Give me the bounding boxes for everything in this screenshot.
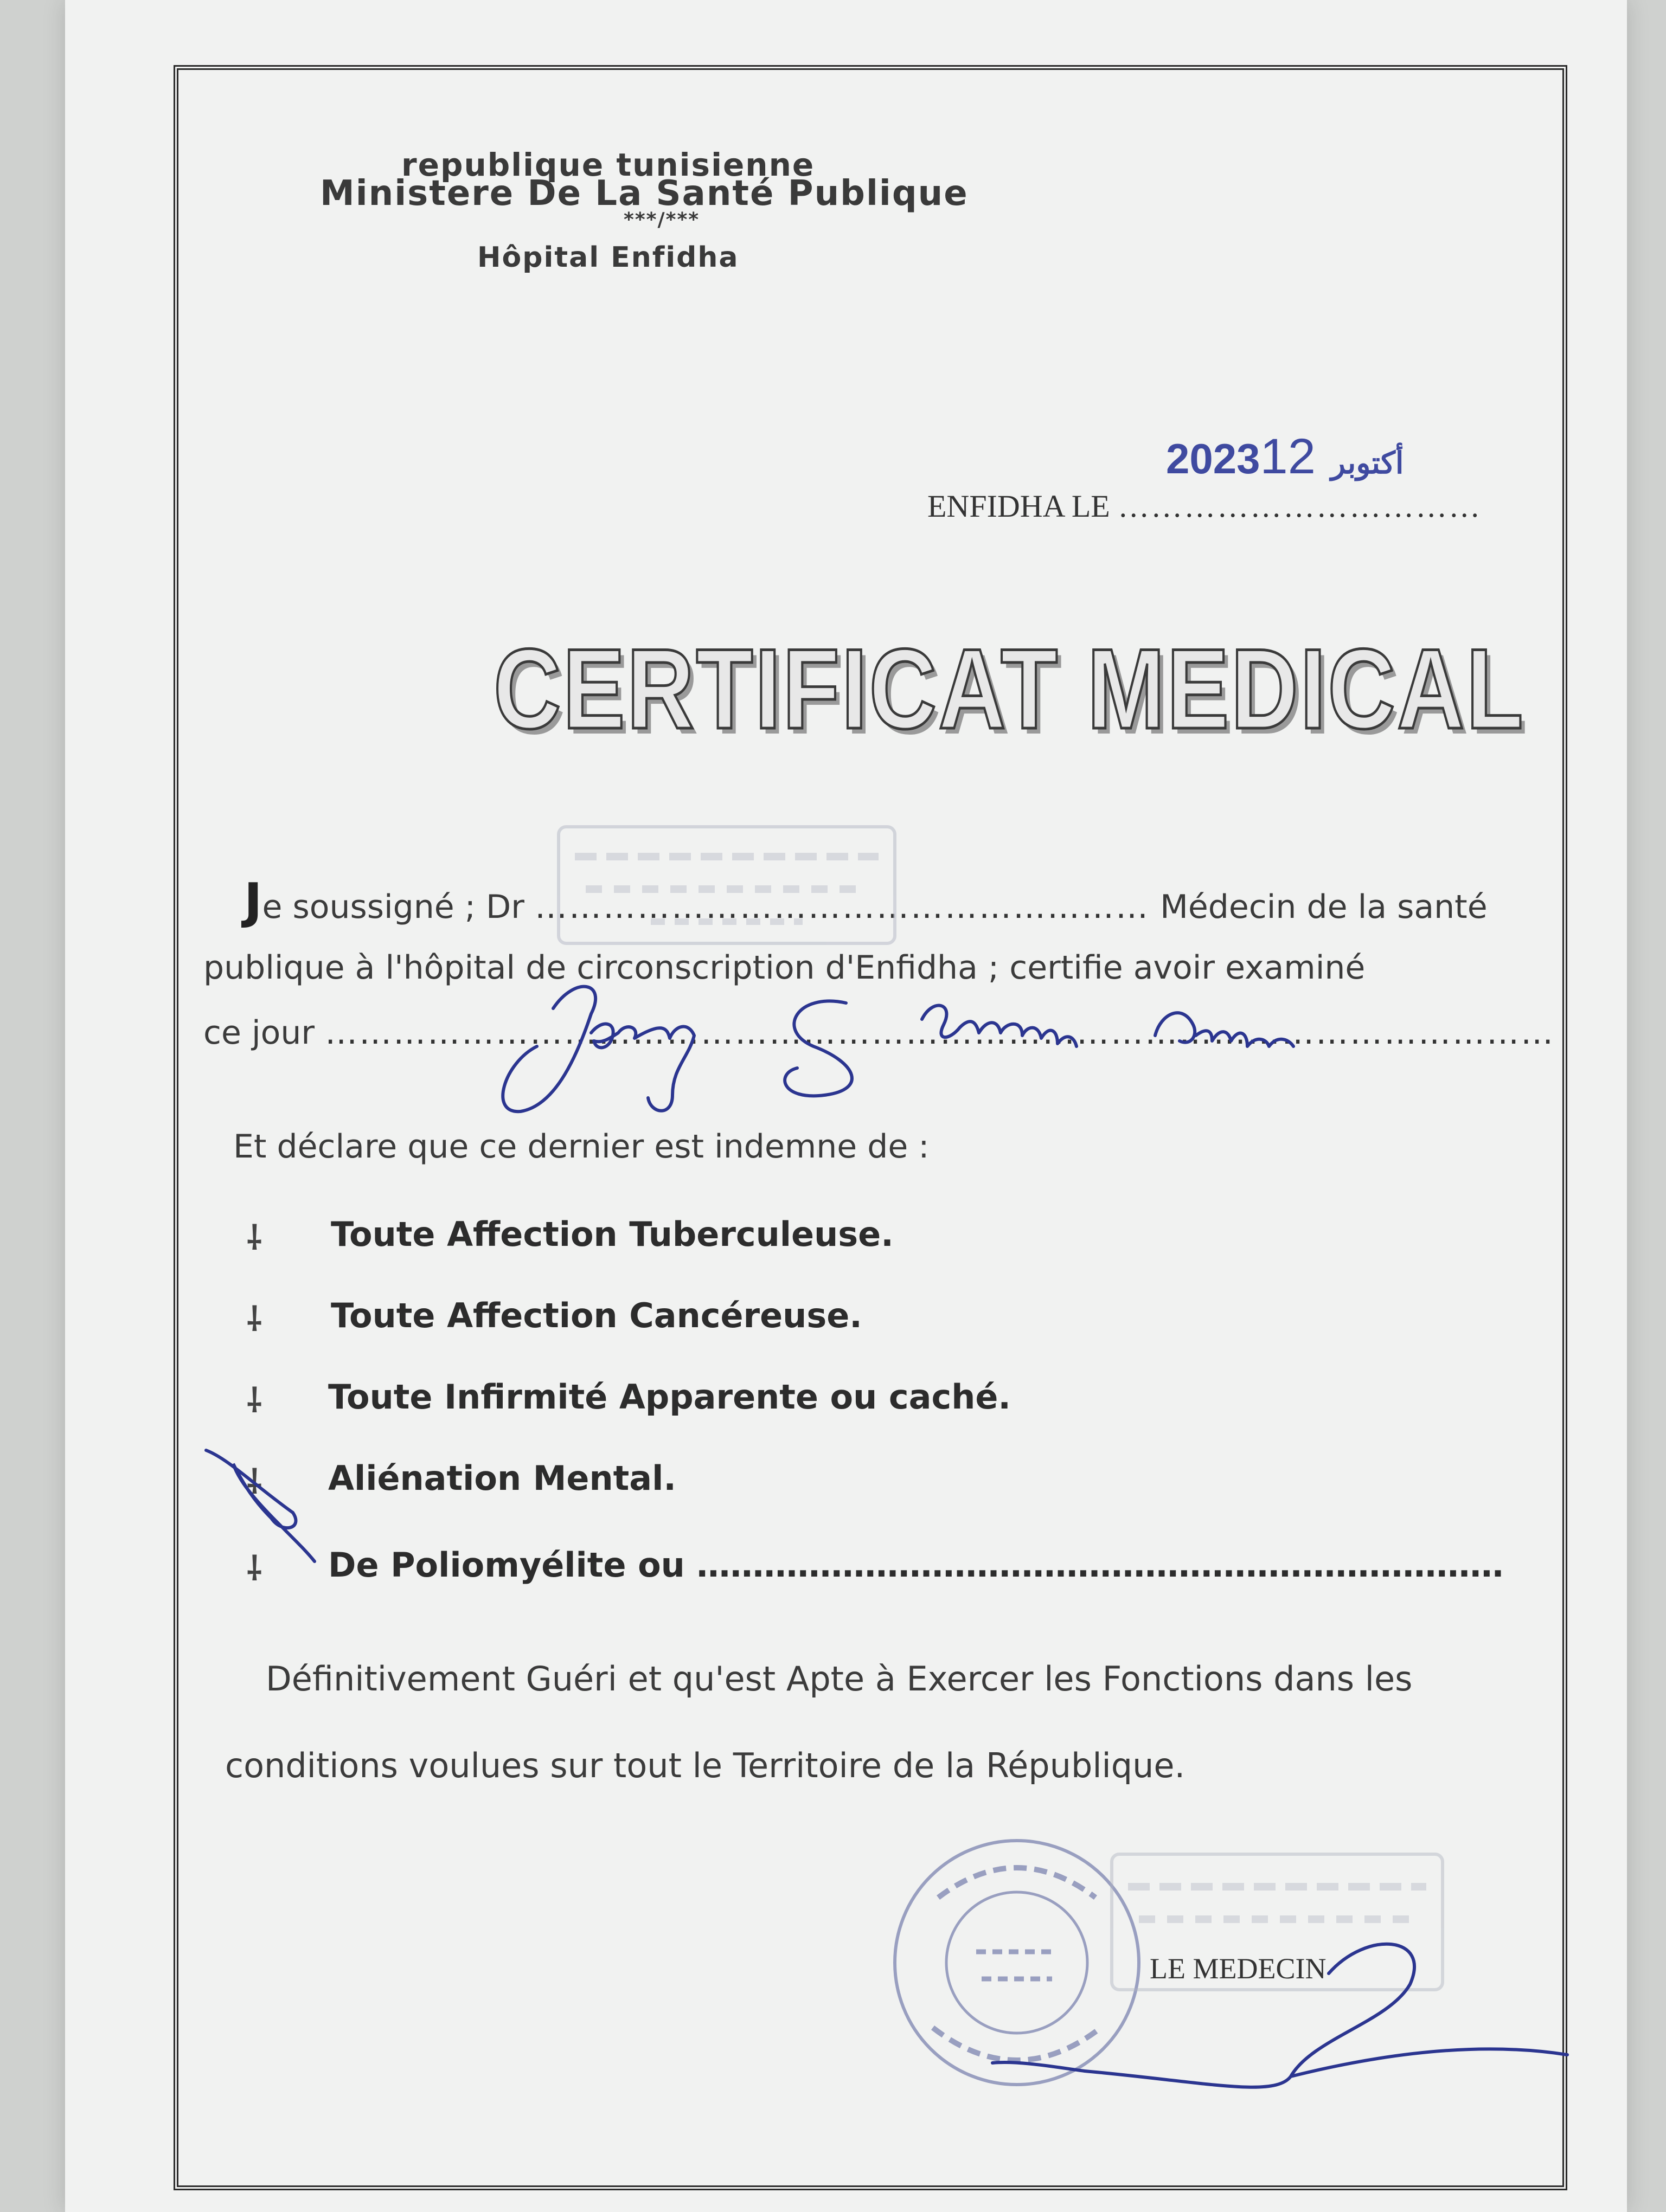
body-paragraph-3 — [203, 1014, 1555, 1052]
header-separator: ***/*** — [624, 209, 700, 231]
place-date-line — [927, 488, 1482, 524]
closing-paragraph-2: conditions voulues sur tout le Territoire de la République. — [225, 1746, 1186, 1785]
doctor-name-blank: ……………………………………………… — [535, 888, 1150, 926]
bullet-icon: ⸸ — [247, 1463, 262, 1501]
list-item: Toute Affection Tuberculeuse. — [331, 1214, 894, 1254]
p1-text: e soussigné ; Dr — [262, 888, 524, 926]
closing-paragraph-1: Définitivement Guéri et qu'est Apte à Exercer les Fonctions dans les — [266, 1659, 1413, 1699]
body-paragraph-1 — [244, 873, 1488, 930]
list-item: De Poliomyélite ou ……………………………………………………………… — [328, 1545, 1504, 1585]
p3-start: ce jour — [203, 1014, 315, 1052]
bullet-icon: ⸸ — [247, 1301, 262, 1339]
document-title: CERTIFICAT MEDICAL — [494, 625, 1526, 753]
bullet-icon: ⸸ — [247, 1550, 262, 1588]
date-stamp-day: 12 — [1260, 429, 1316, 484]
bullet-icon: ⸸ — [247, 1382, 262, 1420]
body-paragraph-2: publique à l'hôpital de circonscription d'Enfidha ; certifie avoir examiné — [203, 949, 1366, 987]
bullet-icon: ⸸ — [247, 1219, 262, 1257]
date-stamp — [1166, 428, 1419, 485]
list-item: Toute Affection Cancéreuse. — [331, 1296, 862, 1335]
header-hospital: Hôpital Enfidha — [477, 241, 739, 274]
header-republic: republique tunisienne — [401, 146, 815, 183]
date-stamp-month: أكتوبر — [1330, 446, 1404, 480]
place-date-blank: …………………………… — [1118, 488, 1482, 524]
signature-label: LE MEDECIN — [1150, 1952, 1327, 1985]
list-item: Aliénation Mental. — [328, 1458, 676, 1498]
p1-end: Médecin de la santé — [1160, 888, 1488, 926]
list-item: Toute Infirmité Apparente ou caché. — [328, 1377, 1011, 1417]
date-stamp-year: 2023 — [1166, 435, 1260, 483]
patient-name-blank: ……………………………………………………………………………………………… — [325, 1014, 1555, 1052]
header-ministry: Ministere De La Santé Publique — [320, 173, 969, 214]
body-paragraph-4: Et déclare que ce dernier est indemne de : — [233, 1128, 930, 1166]
place-date-label: ENFIDHA LE — [927, 488, 1110, 524]
drop-cap: J — [244, 873, 262, 930]
